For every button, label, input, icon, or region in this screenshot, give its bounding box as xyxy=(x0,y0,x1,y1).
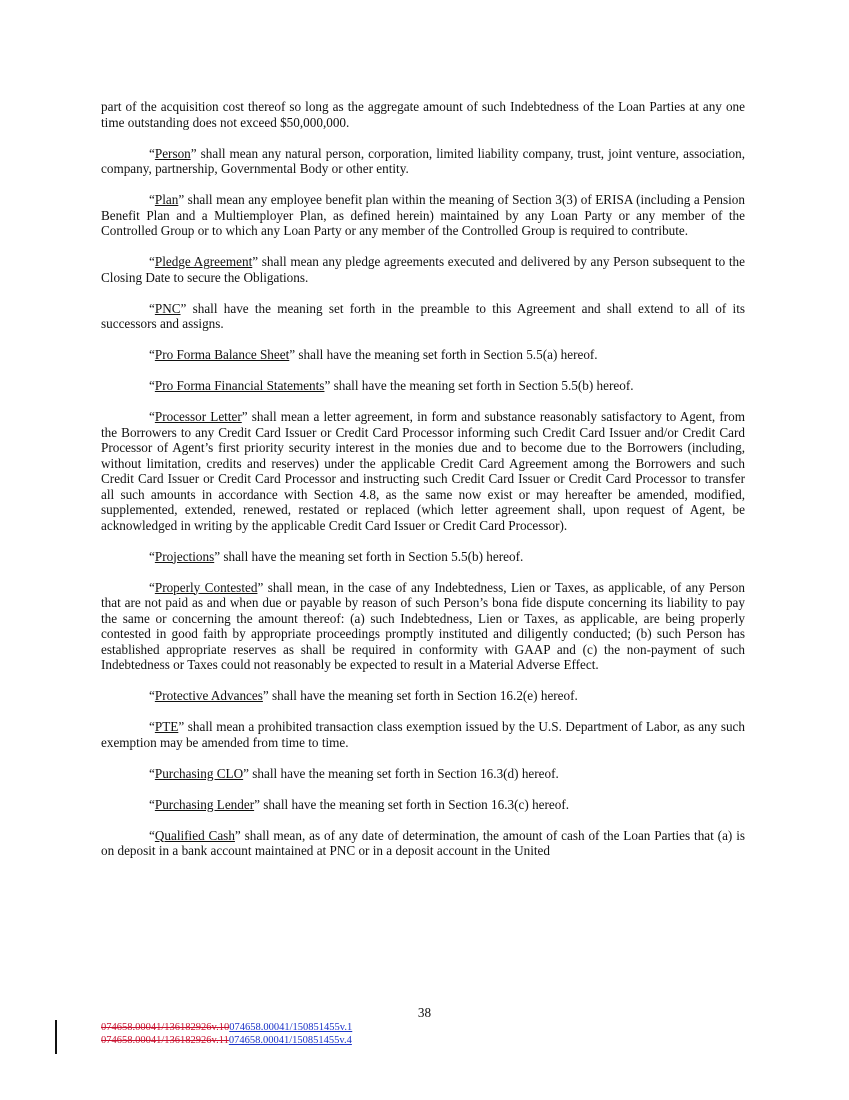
definition-text: ” shall have the meaning set forth in the preamble to this Agreement and shall extend to all of its successors and assigns. xyxy=(101,300,745,331)
defined-term: Purchasing CLO xyxy=(154,765,244,781)
definition-text: ” shall mean any pledge agreements executed and delivered by any Person subsequent to the Closing Date to secure the Obligations. xyxy=(101,254,745,285)
definition-paragraph xyxy=(101,409,745,533)
page-number: 38 xyxy=(417,1005,432,1020)
footer-line-2 xyxy=(101,1034,352,1047)
defined-term: PNC xyxy=(154,300,181,316)
definition-text: ” shall have the meaning set forth in Section 16.3(c) hereof. xyxy=(254,796,570,812)
definition-paragraph xyxy=(101,347,745,363)
defined-term: Protective Advances xyxy=(154,688,263,703)
defined-term: Processor Letter xyxy=(154,409,242,424)
definition-text: ” shall have the meaning set forth in Section 5.5(b) hereof. xyxy=(324,378,634,393)
open-quote: “ xyxy=(149,579,155,595)
definition-text: ” shall have the meaning set forth in Section 5.5(b) hereof. xyxy=(214,548,524,564)
open-quote: “ xyxy=(149,192,155,207)
document-footer xyxy=(101,1021,352,1047)
change-bar xyxy=(55,1020,57,1054)
definition-paragraph xyxy=(101,828,745,859)
open-quote: “ xyxy=(149,827,155,843)
definition-paragraph xyxy=(101,146,745,177)
definition-text: ” shall mean any natural person, corporation, limited liability company, trust, joint venture, association, company, partnership, Governmental Body or other entity. xyxy=(101,145,745,176)
footer-new-version-2: 074658.00041/150851455v.4 xyxy=(228,1035,352,1046)
defined-term: Properly Contested xyxy=(154,579,258,595)
definition-paragraph xyxy=(101,301,745,332)
definition-text: ” shall have the meaning set forth in Section 5.5(a) hereof. xyxy=(289,347,598,362)
definition-text: ” shall have the meaning set forth in Section 16.3(d) hereof. xyxy=(243,765,559,781)
definition-paragraph xyxy=(101,580,745,673)
open-quote: “ xyxy=(149,145,155,161)
defined-term: PTE xyxy=(154,719,179,734)
definition-paragraph xyxy=(101,254,745,285)
defined-term: Pro Forma Financial Statements xyxy=(154,378,325,393)
definition-paragraph xyxy=(101,688,745,704)
open-quote: “ xyxy=(149,378,155,393)
open-quote: “ xyxy=(149,254,155,269)
footer-old-version-2: 074658.00041/136182926v.11 xyxy=(101,1035,229,1046)
definition-text: ” shall have the meaning set forth in Section 16.2(e) hereof. xyxy=(262,688,578,703)
defined-term: Pledge Agreement xyxy=(154,254,253,269)
continued-paragraph xyxy=(101,99,745,130)
definition-text: ” shall mean a letter agreement, in form and substance reasonably satisfactory to Agent, from the Borrowers to any Credit Card Issuer or Credit Card Processor informing such Credit Card Issuer and/or Credit Card Processor of Agent’s first priority security interest in the monies due and to become due to the Borrowers (including, without limitation, credits and reserves) under the applicable Credit Card Agreement among the Borrowers and such Credit Card Issuer or Credit Card Processor and instructing such Credit Card Issuer or Credit Card Processor to transfer all such amounts in accordance with Section 4.8, as the same now exist or may hereafter be amended, modified, supplemented, extended, renewed, restated or replaced (which letter agreement shall, upon request of Agent, be acknowledged in writing by the applicable Credit Card Issuer or Credit Card Processor). xyxy=(101,409,745,533)
definition-text: ” shall mean, in the case of any Indebtedness, Lien or Taxes, as applicable, of any Person that are not paid as and when due or payable by reason of such Person’s bona fide dispute concerning its liability to pay the same or concerning the amount thereof: (a) such Indebtedness, Lien or Taxes, as applicable, are being properly contested in good faith by appropriate proceedings promptly instituted and diligently conducted; (b) such Person has established appropriate reserves as shall be required in conformity with GAAP and (c) the non-payment of such Indebtedness or Taxes could not reasonably be expected to result in a Material Adverse Effect. xyxy=(101,579,745,672)
definition-text: part of the acquisition cost thereof so long as the aggregate amount of such Indebtedness of the Loan Parties at any one time outstanding does not exceed $50,000,000. xyxy=(101,99,745,130)
footer-old-version-1: 074658.00041/136182926v.10 xyxy=(101,1022,230,1033)
document-body xyxy=(101,99,745,874)
definition-paragraph xyxy=(101,766,745,782)
defined-term: Pro Forma Balance Sheet xyxy=(154,347,290,362)
open-quote: “ xyxy=(149,688,155,703)
defined-term: Projections xyxy=(154,548,215,564)
open-quote: “ xyxy=(149,409,155,424)
footer-new-version-1: 074658.00041/150851455v.1 xyxy=(229,1022,353,1033)
defined-term: Plan xyxy=(154,192,179,207)
definition-text: ” shall mean a prohibited transaction class exemption issued by the U.S. Department of Labor, as any such exemption may be amended from time to time. xyxy=(101,719,745,750)
definition-paragraph xyxy=(101,797,745,813)
open-quote: “ xyxy=(149,548,155,564)
definition-paragraph xyxy=(101,192,745,239)
definition-text: ” shall mean any employee benefit plan within the meaning of Section 3(3) of ERISA (including a Pension Benefit Plan and a Multiemployer Plan, as defined herein) maintained by any Loan Party or any member of the Controlled Group or to which any Loan Party or any member of the Controlled Group is required to contribute. xyxy=(101,192,745,238)
open-quote: “ xyxy=(149,300,155,316)
defined-term: Person xyxy=(154,145,191,161)
footer-line-1 xyxy=(101,1021,352,1034)
definition-paragraph xyxy=(101,378,745,394)
open-quote: “ xyxy=(149,719,155,734)
defined-term: Qualified Cash xyxy=(154,827,235,843)
defined-term: Purchasing Lender xyxy=(154,796,255,812)
definition-paragraph xyxy=(101,719,745,750)
open-quote: “ xyxy=(149,796,155,812)
open-quote: “ xyxy=(149,347,155,362)
definition-text: ” shall mean, as of any date of determination, the amount of cash of the Loan Parties that (a) is on deposit in a bank account maintained at PNC or in a deposit account in the United xyxy=(101,827,745,858)
open-quote: “ xyxy=(149,765,155,781)
definition-paragraph xyxy=(101,549,745,565)
